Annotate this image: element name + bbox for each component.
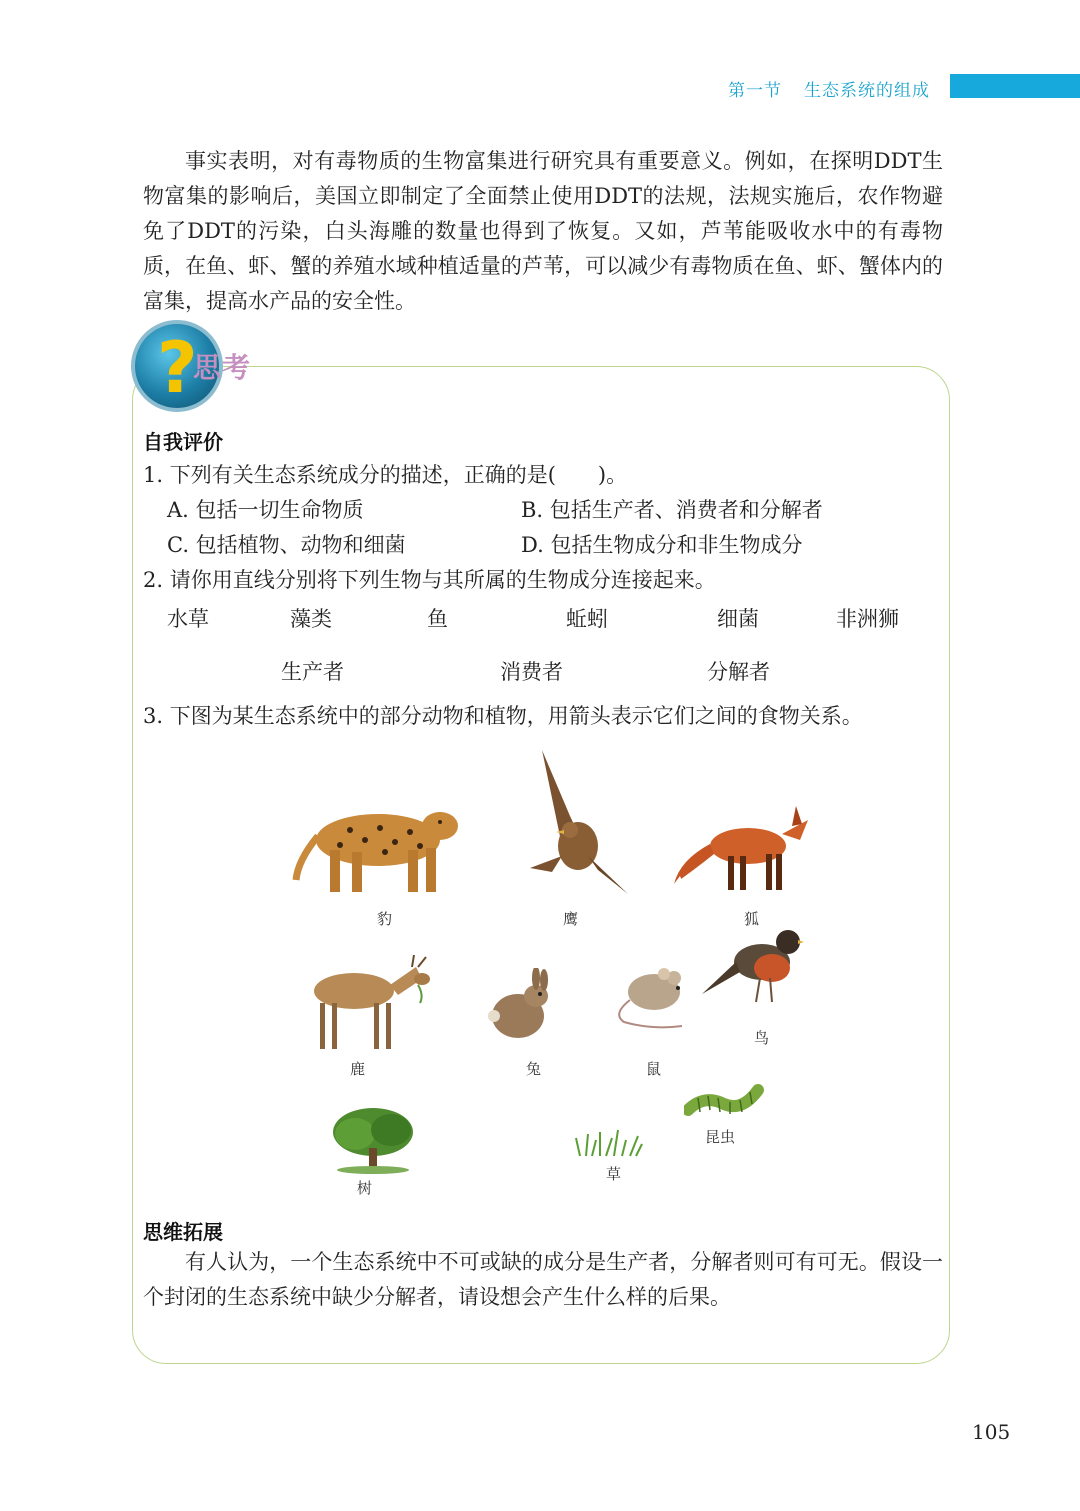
think-title: 思考 xyxy=(193,351,252,384)
mouse-label: 鼠 xyxy=(646,1060,662,1078)
insect-label: 昆虫 xyxy=(705,1128,736,1146)
deer-illustration xyxy=(298,955,434,1050)
q3-stem: 3. 下图为某生态系统中的部分动物和植物，用箭头表示它们之间的食物关系。 xyxy=(143,704,863,728)
organism-item: 非洲狮 xyxy=(836,607,899,631)
q1-option-a: A. 包括一切生命物质 xyxy=(167,498,364,522)
intro-paragraph: 事实表明，对有毒物质的生物富集进行研究具有重要意义。例如，在探明DDT生物富集的影响后，美国立即制定了全面禁止使用DDT的法规，法规实施后，农作物避免了DDT的污染，白头海雕的数量也得到了恢复。又如，芦苇能吸收水中的有毒物质，在鱼、虾、蟹的养殖水域种植适量的芦苇，可以减少有毒物质在鱼、虾、蟹体内的富集，提高水产品的安全性。 xyxy=(143,149,943,313)
component-item: 生产者 xyxy=(281,660,344,684)
expand-paragraph: 有人认为，一个生态系统中不可或缺的成分是生产者，分解者则可有可无。假设一个封闭的生态系统中缺少分解者，请设想会产生什么样的后果。 xyxy=(143,1250,943,1309)
q2-stem: 2. 请你用直线分别将下列生物与其所属的生物成分连接起来。 xyxy=(143,568,716,592)
organism-item: 藻类 xyxy=(290,607,332,631)
header-accent-bar xyxy=(950,74,1080,98)
tree-label: 树 xyxy=(357,1179,373,1197)
caterpillar-illustration xyxy=(684,1082,764,1118)
page-number: 105 xyxy=(972,1420,1011,1444)
expand-text xyxy=(143,1245,943,1315)
q1-option-d: D. 包括生物成分和非生物成分 xyxy=(521,533,803,557)
component-item: 分解者 xyxy=(707,660,770,684)
intro-text xyxy=(143,144,943,319)
component-item: 消费者 xyxy=(500,660,563,684)
q1-option-b: B. 包括生产者、消费者和分解者 xyxy=(521,498,823,522)
tree-illustration xyxy=(329,1104,417,1174)
eagle-label: 鹰 xyxy=(563,910,579,928)
organism-item: 鱼 xyxy=(427,607,448,631)
fox-label: 狐 xyxy=(744,910,760,928)
rabbit-label: 兔 xyxy=(526,1060,542,1078)
organism-item: 蚯蚓 xyxy=(566,607,608,631)
grass-label: 草 xyxy=(606,1165,622,1183)
q1-option-c: C. 包括植物、动物和细菌 xyxy=(167,533,406,557)
q1-stem: 1. 下列有关生态系统成分的描述，正确的是( )。 xyxy=(143,463,628,487)
chapter-header xyxy=(728,76,930,101)
leopard-illustration xyxy=(290,790,470,900)
expand-heading: 思维拓展 xyxy=(143,1220,223,1244)
eagle-illustration xyxy=(522,746,634,898)
organism-item: 水草 xyxy=(167,607,209,631)
self-eval-heading: 自我评价 xyxy=(143,430,223,454)
section-title: 生态系统的组成 xyxy=(804,81,930,101)
fox-illustration xyxy=(670,800,815,892)
section-number: 第一节 xyxy=(728,81,782,101)
grass-illustration xyxy=(574,1128,644,1158)
deer-label: 鹿 xyxy=(350,1060,366,1078)
leopard-label: 豹 xyxy=(377,910,393,928)
bird-label: 鸟 xyxy=(754,1029,770,1047)
mouse-illustration xyxy=(612,966,688,1032)
question-mark-icon: ? xyxy=(131,320,223,412)
bird-illustration xyxy=(700,922,804,1004)
rabbit-illustration xyxy=(486,968,556,1043)
organism-item: 细菌 xyxy=(717,607,759,631)
